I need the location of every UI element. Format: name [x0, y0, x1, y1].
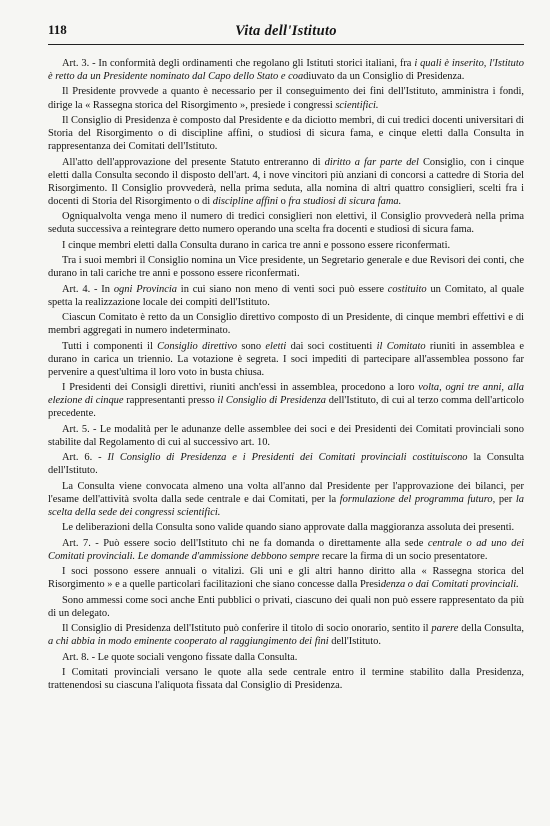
italic-text: a chi abbia in modo eminente cooperato al raggiungimento dei fini [48, 636, 329, 648]
text-run: rappresentanti presso [123, 395, 218, 407]
text-run: Art. 8. - Le quote sociali vengono fissate dalla Consulta. [62, 651, 298, 663]
italic-text: il Consiglio di Presidenza [217, 395, 327, 407]
italic-text: denza o dai Comitati provinciali. [380, 579, 519, 591]
italic-text: centrale o ad uno dei Comitati provinciali. Le domande d'ammissione debbono sempre [48, 537, 524, 562]
italic-text: parere [431, 623, 459, 635]
text-run: Ciascun Comitato è retto da un Consiglio direttivo composto di un Presidente, di cinque membri effettivi e di membri aggregati in numero indeterminato. [48, 312, 524, 337]
paragraph [48, 239, 524, 252]
text-run: La Consulta viene convocata almeno una volta all'anno dal Presidente per l'approvazione dei bilanci, per l'esame dell'attività svolta dalla sede centrale e dai Comitati, per la [48, 480, 524, 505]
paragraph [48, 651, 524, 664]
italic-text: ogni Provincia [113, 283, 177, 295]
italic-text: formulazione del programma futuro, [339, 493, 496, 505]
text-run: Ogniqualvolta venga meno il numero di tredici consiglieri non elettivi, il Consiglio provvederà nella prima seduta successiva a reintegrare detto numero operando una scelta fra docenti e studiosi di sicura fama. [48, 211, 524, 236]
italic-text: Consiglio direttivo [157, 340, 238, 352]
text-run: Art. 6. - [62, 452, 108, 464]
text-run: per [495, 493, 516, 505]
text-run: Il Presidente provvede a quanto è necessario per il conseguimento dei fini dell'Istituto, amministra i fondi, dirige la « Rassegna storica del Risorgimento », presiede i congressi [48, 86, 524, 111]
text-run: I Comitati provinciali versano le quote alla sede centrale entro il termine stabilito dalla Presidenza, trattenendosi su ciascuna l'aliquota fissata dal Consiglio di Presidenza. [48, 666, 524, 692]
paragraph [48, 283, 524, 309]
text-run: dai soci costituenti [286, 340, 377, 352]
text-run: Il Consiglio di Presidenza è composto dal Presidente e da diciotto membri, di cui tredici docenti universitari di Storia del Risorgimento o di discipline affini, o studiosi di sicura fama, e cinque eletti dalla Consulta in rappresentanza dei Comitati dell'Istituto. [48, 114, 524, 153]
text-run: Le deliberazioni della Consulta sono valide quando siano approvate dalla maggioranza assoluta dei presenti. [62, 522, 515, 534]
text-run: I cinque membri eletti dalla Consulta durano in carica tre anni e possono essere riconfermati. [62, 239, 451, 251]
italic-text: diritto a far parte del [324, 156, 419, 168]
italic-text: eletti [265, 340, 287, 352]
paragraph [48, 340, 524, 379]
paragraph [48, 521, 524, 534]
text-run: Art. 3. - In conformità degli ordinamenti che regolano gli Istituti storici italiani, fra [62, 58, 415, 69]
text-run: Tra i suoi membri il Consiglio nomina un Vice presidente, un Segretario generale e due Revisori dei conti, che durano in tali cariche tre anni e possono essere riconfermati. [48, 255, 524, 280]
paragraph [48, 423, 524, 449]
text-run: Art. 5. - Le modalità per le adunanze delle assemblee dei soci e dei Presidenti dei Comitati provinciali sono stabilite dal Regolamento di cui al successivo art. 10. [48, 423, 524, 448]
paragraph [48, 156, 524, 208]
italic-text: discipline affini [212, 195, 278, 207]
paragraph [48, 210, 524, 236]
text-run: Sono ammessi come soci anche Enti pubblici o privati, ciascuno dei quali non può essere rappresentato da più di un delegato. [48, 594, 524, 619]
text-run: Tutti i componenti il [62, 340, 158, 352]
text-run: dell'Istituto. [328, 636, 381, 648]
text-run: recare la firma di un socio presentatore. [319, 550, 488, 562]
paragraph [48, 114, 524, 153]
text-run: sono [237, 340, 266, 352]
paragraph [48, 85, 524, 111]
paragraph [48, 451, 524, 477]
paragraph [48, 594, 524, 620]
text-run: Art. 4. - In [62, 283, 114, 295]
paragraph [48, 254, 524, 280]
text-run: I Presidenti dei Consigli direttivi, riuniti anch'essi in assemblea, procedono a loro [62, 382, 419, 394]
text-run: in cui siano non meno di venti soci può essere [176, 283, 388, 295]
text-run: o [278, 195, 289, 207]
text-run: riuniti in assemblea e durano in carica un triennio. La votazione è segreta. I soci impediti di partecipare all'assemblea possono far pervenire a quest'ultima il loro voto in busta chiusa. [48, 340, 525, 378]
italic-text: Il Consiglio di Presidenza e i Presidenti dei Comitati provinciali costituiscono [107, 452, 468, 464]
paragraph [48, 311, 524, 337]
italic-text: i quali è inserito, l'Istituto è retto da un Presidente nominato dal Capo dello Stato e coa [48, 58, 524, 83]
italic-text: la scelta della sede dei congressi scientifici. [48, 493, 525, 518]
paragraph [48, 57, 524, 83]
text-run: la Consulta dell'Istituto. [48, 452, 524, 477]
paragraph [48, 666, 524, 692]
running-title: Vita dell'Istituto [235, 23, 337, 39]
italic-text: fra studiosi di sicura fama. [288, 195, 402, 207]
text-run: Art. 7. - Può essere socio dell'Istituto chi ne fa domanda o direttamente alla sede [62, 537, 428, 549]
paragraph [48, 480, 524, 519]
italic-text: costituito [387, 283, 427, 295]
text-run: Il Consiglio di Presidenza dell'Istituto può conferire il titolo di socio onorario, sentito il [62, 623, 432, 635]
paragraph [48, 537, 524, 563]
page-header [48, 22, 524, 45]
text-run: I soci possono essere annuali o vitalizi. Gli uni e gli altri hanno diritto alla « Rassegna storica del Risorgimento » e a quelle particolari facilitazioni che siano concesse dalla Presi [48, 566, 524, 591]
italic-text: il Comitato [376, 340, 426, 352]
text-run: All'atto dell'approvazione del presente Statuto entreranno di [62, 156, 325, 168]
text-run: diuvato da un Consiglio di Presidenza. [303, 71, 465, 83]
paragraph [48, 565, 524, 591]
page-number: 118 [48, 22, 67, 37]
text-run: della Consulta, [458, 623, 524, 635]
italic-text: volta, ogni tre anni, alla elezione di cinque [48, 382, 524, 407]
text-run: Consiglio, con i cinque eletti dalla Consulta secondo il disposto dell'art. 4, i nove vincitori più anziani di concorsi a cattedre di Storia del Risorgimento. Il Consiglio provvederà, nella prima seduta, alla nomina di altri quattro consiglieri, scelti fra i docenti di Storia del Risorgimento o di [48, 156, 525, 207]
text-run: un Comitato, al quale spetta la realizzazione locale dei compiti dell'Istituto. [48, 283, 524, 308]
text-run: dell'Istituto, di cui al terzo comma dell'articolo precedente. [48, 395, 525, 420]
document-body [48, 57, 524, 692]
paragraph [48, 622, 524, 648]
paragraph [48, 381, 524, 420]
italic-text: scientifici. [335, 99, 379, 111]
